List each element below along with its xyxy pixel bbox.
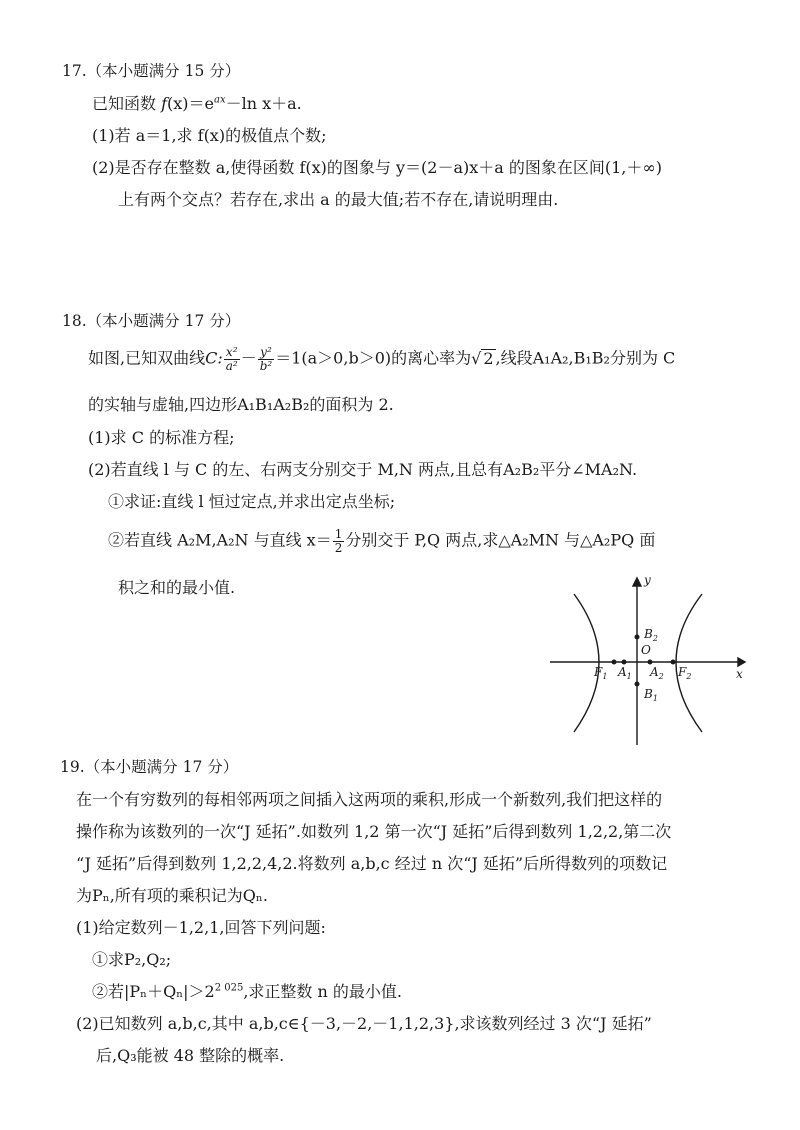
label-origin: O — [641, 643, 651, 657]
label-f1 — [593, 665, 607, 681]
label-f2-sub: 2 — [686, 672, 692, 681]
q18-stem — [88, 346, 675, 372]
label-f1-sub: 1 — [602, 672, 608, 681]
q18-part2-sub2-cont: 积之和的最小值. — [118, 578, 236, 597]
q17-stem-c: (x)＝e — [167, 94, 214, 113]
q17-stem-a: 已知函数 — [92, 94, 162, 113]
q17-part1: (1)若 a＝1,求 f(x)的极值点个数; — [92, 126, 327, 145]
x-axis-arrow — [738, 658, 745, 666]
q17-part2-cont: 上有两个交点？若存在,求出 a 的最大值;若不存在,请说明理由. — [118, 190, 559, 209]
hyperbola-left-branch — [574, 594, 599, 732]
q18-sub2-b: 分别交于 P,Q 两点,求△A₂MN 与△A₂PQ 面 — [345, 530, 656, 550]
y-axis-arrow — [633, 578, 641, 586]
q19-part1-sub1: ①求P₂,Q₂; — [92, 950, 172, 969]
hyperbola-right-branch — [676, 594, 702, 732]
label-a1-sub: 1 — [626, 672, 632, 681]
q18-minus: － — [240, 348, 257, 368]
label-b1 — [643, 687, 658, 703]
q18-part2: (2)若直线 l 与 C 的左、右两支分别交于 M,N 两点,且总有A₂B₂平分∠MA₂N. — [88, 460, 638, 479]
q17-title: 17.（本小题满分 15 分） — [62, 62, 241, 80]
label-b2-letter: B — [644, 627, 653, 641]
q18-sqrt: √ 2 — [471, 348, 494, 368]
q19-stem-1: 在一个有穷数列的每相邻两项之间插入这两项的乘积,形成一个新数列,我们把这样的 — [76, 790, 663, 809]
q19-part1-sub2 — [92, 982, 402, 1001]
label-a1-letter: A — [618, 665, 627, 679]
point-a1 — [622, 660, 627, 665]
q18-fraction-half — [333, 528, 345, 554]
point-a2 — [648, 660, 653, 665]
label-f1-letter: F — [594, 665, 603, 679]
q18-frac-x-den: a² — [225, 358, 238, 373]
q18-stem-end: ,线段A₁A₂,B₁B₂分别为 C — [495, 348, 676, 368]
q19-part2: (2)已知数列 a,b,c,其中 a,b,c∈{－3,－2,－1,1,2,3},求该数列经过 3 次“J 延拓” — [76, 1014, 652, 1033]
q19-part2-cont: 后,Q₃能被 48 整除的概率. — [96, 1046, 285, 1065]
q17-stem — [92, 94, 302, 113]
q18-fraction-y — [258, 346, 275, 372]
q18-frac-y-den: b² — [259, 358, 273, 373]
q18-sqrt-value: 2 — [483, 348, 494, 368]
point-b1 — [635, 682, 640, 687]
q18-fraction-x — [224, 346, 240, 372]
label-a1 — [617, 665, 632, 681]
q18-stem-cont: 的实轴与虚轴,四边形A₁B₁A₂B₂的面积为 2. — [88, 395, 394, 414]
q18-stem-a: 如图,已知双曲线 — [88, 348, 206, 368]
point-f2 — [671, 660, 676, 665]
label-b1-sub: 1 — [652, 694, 658, 703]
q17-part2: (2)是否存在整数 a,使得函数 f(x)的图象与 y＝(2－a)x＋a 的图象在区间(1,＋∞) — [92, 158, 662, 177]
q18-part2-sub2 — [108, 528, 655, 554]
label-b2-sub: 2 — [652, 634, 658, 643]
q18-sub2-a: ②若直线 A₂M,A₂N 与直线 x＝ — [108, 530, 332, 550]
point-f1 — [612, 660, 617, 665]
q19-stem-4: 为Pₙ,所有项的乘积记为Qₙ. — [76, 886, 268, 905]
q17-stem-exp: ax — [214, 94, 226, 106]
label-a2-sub: 2 — [658, 672, 664, 681]
q19-title: 19.（本小题满分 17 分） — [60, 758, 239, 776]
q18-part1: (1)求 C 的标准方程; — [88, 428, 235, 447]
q18-title: 18.（本小题满分 17 分） — [62, 312, 241, 330]
q19-sub2-b: ,求正整数 n 的最小值. — [243, 982, 402, 1001]
hyperbola-figure — [540, 570, 750, 750]
q19-sub2-a: ②若|Pₙ＋Qₙ|＞2 — [92, 982, 215, 1001]
q18-frac-y-num: y² — [258, 346, 275, 360]
q19-part1: (1)给定数列－1,2,1,回答下列问题: — [76, 918, 326, 937]
label-a2-letter: A — [650, 665, 659, 679]
q19-stem-3: “J 延拓”后得到数列 1,2,2,4,2.将数列 a,b,c 经过 n 次“J 延拓”后所得数列的项数记 — [76, 854, 668, 873]
label-f2-letter: F — [678, 665, 687, 679]
q18-half-num: 1 — [334, 527, 343, 541]
label-b2 — [643, 627, 658, 643]
label-x: x — [736, 667, 743, 681]
q18-part2-sub1: ①求证:直线 l 恒过定点,并求出定点坐标; — [108, 492, 396, 511]
q18-stem-c: C: — [205, 348, 223, 368]
q18-frac-x-num: x² — [224, 346, 240, 360]
q18-stem-mid: ＝1(a＞0,b＞0)的离心率为 — [275, 348, 472, 368]
q19-stem-2: 操作称为该数列的一次“J 延拓”.如数列 1,2 第一次“J 延拓”后得到数列 1,2,2,第二次 — [76, 822, 672, 841]
label-b1-letter: B — [644, 687, 653, 701]
q19-sub2-exponent: 2 025 — [214, 982, 244, 994]
label-y: y — [644, 573, 651, 587]
point-b2 — [635, 635, 640, 640]
q17-stem-f: f — [161, 94, 168, 113]
label-a2 — [649, 665, 664, 681]
q17-stem-e: －ln x＋a. — [225, 94, 302, 113]
label-f2 — [677, 665, 691, 681]
q18-half-den: 2 — [334, 540, 343, 555]
